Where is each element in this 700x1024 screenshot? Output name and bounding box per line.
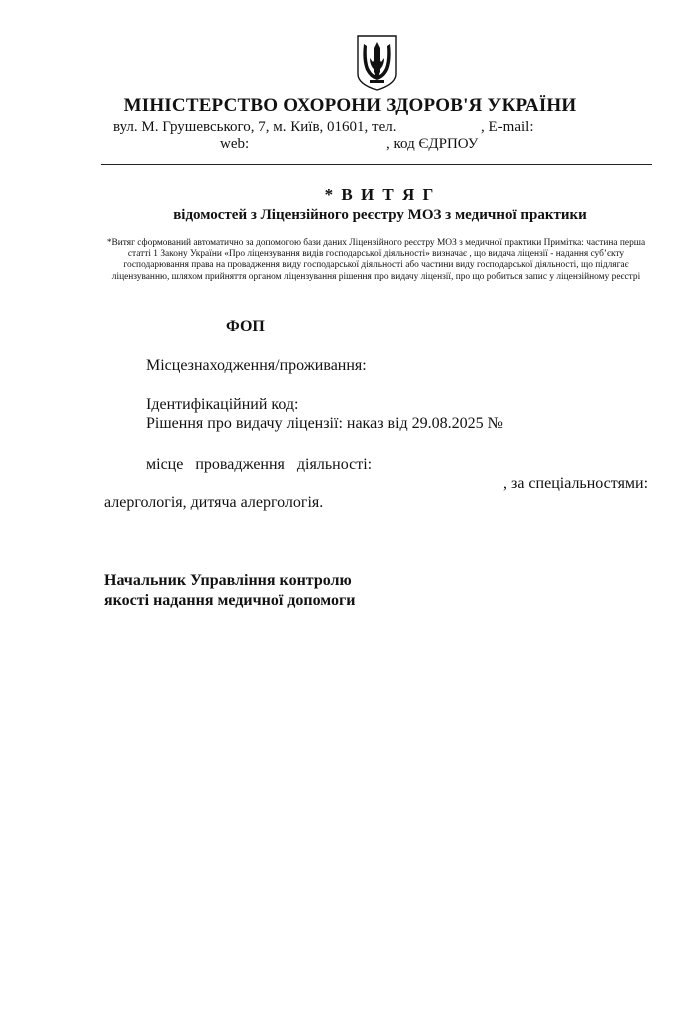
ministry-name: МІНІСТЕРСТВО ОХОРОНИ ЗДОРОВ'Я УКРАЇНИ	[123, 95, 577, 116]
location-label: Місцезнаходження/проживання:	[146, 357, 367, 374]
header-divider	[101, 164, 652, 165]
ministry-address: вул. М. Грушевського, 7, м. Київ, 01601, тел.	[113, 119, 397, 135]
activity-place-label: місце провадження діяльності:	[146, 456, 373, 473]
trident-emblem-icon	[356, 34, 398, 92]
document-title: * В И Т Я Г	[324, 185, 436, 204]
web-label: web:	[220, 136, 250, 152]
license-decision: Рішення про видачу ліцензії: наказ від 29.08.2025 №	[146, 415, 503, 432]
specialties-label: , за спеціальностями:	[503, 475, 649, 492]
document-note: *Витяг сформований автоматично за допомогою бази даних Ліцензійного реєстру МОЗ з медичної практики Примітка: частина перша статті 1 Закону України «Про ліцензування видів господарської діяльності» визначає , що видача ліцензії - надання суб’єкту господарювання права на провадження виду господарської діяльності або частини виду господарської діяльності, що підлягає ліцензуванню, шляхом прийняття органом ліцензування рішення про видачу ліцензії, про що робиться запис у ліцензійному реєстрі	[106, 238, 646, 282]
signature-title-line1: Начальник Управління контролю	[104, 572, 352, 589]
signature-title-line2: якості надання медичної допомоги	[104, 592, 356, 609]
specialties-list: алергологія, дитяча алергологія.	[104, 494, 324, 511]
document-subtitle: відомостей з Ліцензійного реєстру МОЗ з медичної практики	[173, 207, 587, 223]
fop-label: ФОП	[226, 318, 265, 335]
email-label: , E-mail:	[481, 119, 534, 135]
edrpou-label: , код ЄДРПОУ	[386, 136, 479, 152]
id-code-label: Ідентифікаційний код:	[146, 396, 299, 413]
